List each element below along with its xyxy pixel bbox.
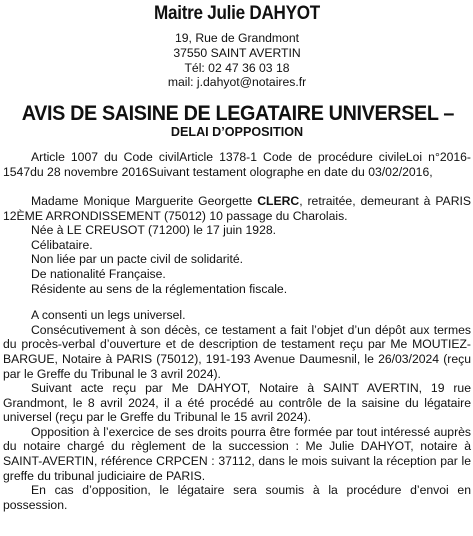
closing-paragraph: En cas d’opposition, le légataire sera soumis à la procédure d’envoi en possession. (3, 483, 471, 512)
notice-intro: Article 1007 du Code civilArticle 1378-1 Code de procédure civileLoi n°2016-1547du 28 novembre 2016Suivant testament olographe en date du 03/02/2016, (3, 150, 471, 179)
testator-identity (3, 194, 471, 223)
status-line: Résidente au sens de la réglementation fiscale. (31, 281, 288, 296)
address-email: mail: j.dahyot@notaires.fr (167, 75, 307, 90)
notice-subtitle: DELAI D’OPPOSITION (170, 125, 304, 140)
notary-address (3, 31, 471, 90)
legal-notice-page (0, 3, 473, 536)
legacy-statement: A consenti un legs universel. (31, 308, 186, 323)
opposition-paragraph: Opposition à l’exercice de ses droits pourra être formée par tout intéressé auprès du notaire chargé du règlement de la succession : Me Julie DAHYOT, notaire à SAINT-AVERTIN, référence CRPCEN : 37112, dans le mois suivant la réception par le greffe du tribunal judiciaire de PARIS. (3, 424, 471, 483)
notice-body (3, 150, 471, 512)
address-city: 37550 SAINT AVERTIN (173, 45, 301, 60)
status-line: Non liée par un pacte civil de solidarité. (31, 252, 244, 267)
address-street: 19, Rue de Grandmont (175, 31, 299, 45)
deposit-paragraph: Consécutivement à son décès, ce testament a fait l’objet d’un dépôt aux termes du procès-verbal d’ouverture et de description de testament reçu par Me MOUTIEZ-BARGUE, Notaire à PARIS (75012), 191-193 Avenue Daumesnil, le 26/03/2024 (reçu par le Greffe du Tribunal le 3 avril 2024). (3, 322, 471, 381)
control-paragraph: Suivant acte reçu par Me DAHYOT, Notaire à SAINT AVERTIN, 19 rue Grandmont, le 8 avril 2024, il a été procédé au contrôle de la saisine du légataire universel (reçu par le Greffe du Tribunal le 15 avril 2024). (3, 381, 471, 425)
testator-residence: , retraitée, demeurant à PARIS 12ÈME ARRONDISSEMENT (75012) 10 passage du Charolais. (3, 193, 472, 223)
address-phone: Tél: 02 47 36 03 18 (184, 60, 290, 75)
notice-title: AVIS DE SAISINE DE LEGATAIRE UNIVERSEL – (21, 101, 454, 126)
status-line: Célibataire. (31, 237, 93, 252)
testator-first-names: Madame Monique Marguerite Georgette (31, 193, 253, 208)
testator-lastname: CLERC (257, 193, 300, 208)
testator-birth: Née à LE CREUSOT (71200) le 17 juin 1928. (31, 223, 277, 238)
notary-name: Maitre Julie DAHYOT (154, 3, 320, 24)
status-line: De nationalité Française. (31, 266, 166, 281)
